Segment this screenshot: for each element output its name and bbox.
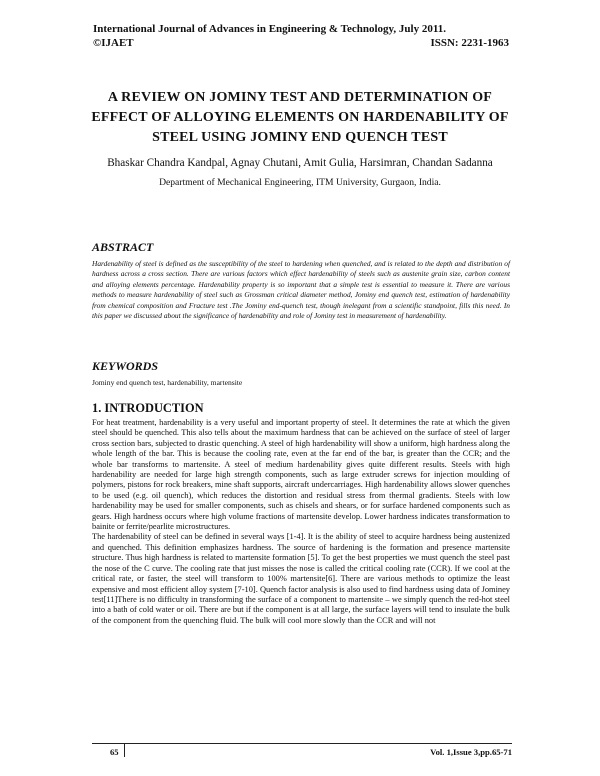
footer-divider [124,743,125,757]
introduction-body [92,418,510,626]
header-row [93,36,509,50]
issn: ISSN: 2231-1963 [430,37,509,49]
paragraph: For heat treatment, hardenability is a very useful and important property of steel. It determines the rate at which the given steel should be quenched. This also tells about the maximum hardness that can be achieved on the surface of steel of larger cross section bars, subjected to drastic quenching. A steel of high hardenability will show a uniform, high hardness along the whole length of the bar. This is because the cooling rate, even at the far end of the bar, is greater than the CCR; and the whole bar transforms to martensite. A steel of medium hardenability gives quite different results. Steels with high hardenability are needed for large high strength components, such as large extruder screws for injection moulding of polymers, pistons for rock breakers, mine shaft supports, aircraft undercarriages. High hardenability allows slower quenches to be used (e.g. oil quench), which reduces the distortion and residual stress from thermal gradients. Steels with low hardenability may be used for smaller components, such as chisels and shears, or for surface hardened components such as gears. High hardness occurs where high volume fractions of martensite develop. Lower hardness indicates transformation to bainite or ferrite/pearlite microstructures. [92,418,510,532]
page-number: 65 [110,747,119,757]
paragraph: The hardenability of steel can be defined in several ways [1-4]. It is the ability of steel to acquire hardness being austenized and quenched. This definition emphasizes hardness. The source of hardening is the formation and presence martensite structure. Thus high hardness is related to martensite formation [5]. To get the best properties we must quench the steel past the nose of the C curve. The cooling rate that just misses the nose is called the critical cooling rate (CCR). If we cool at the critical rate, or faster, the steel will transform to 100% martensite[6]. There are various methods to optimize the least expensive and most efficient alloy system [7-10]. Quench factor analysis is also used to find hardness using data of Jominey test[11]There is no difficulty in transforming the surface of a component to martensite – we simply quench the red-hot steel into a bath of cold water or oil. There are but if the component is at all large, the surface layers will tend to insulate the bulk of the component from the quenching fluid. The bulk will cool more slowly than the CCR and will not [92,532,510,625]
paper-title: A REVIEW ON JOMINY TEST AND DETERMINATION OF EFFECT OF ALLOYING ELEMENTS ON HARDENABILITY OF STEEL USING JOMINY END QUENCH TEST [91,90,509,145]
volume-info: Vol. 1,Issue 3,pp.65-71 [430,747,512,757]
keywords-heading: KEYWORDS [92,359,159,373]
footer-rule [92,743,512,744]
authors: Bhaskar Chandra Kandpal, Agnay Chutani, Amit Gulia, Harsimran, Chandan Sadanna [107,157,493,169]
journal-header [93,22,509,50]
copyright: ©IJAET [93,37,134,49]
keywords-text: Jominy end quench test, hardenability, martensite [92,378,243,387]
abstract-heading: ABSTRACT [92,240,154,254]
abstract-text: Hardenability of steel is defined as the susceptibility of the steel to hardening when quenched, and is related to the depth and distribution of hardness across a cross section. There are various factors which effect hardenability of steels such as austenite grain size, carbon content and alloying elements percentage. Hardenability property is so important that a simple test is essential to measure it. There are various methods to measure hardenability of steel such as Grossman critical diameter method, Jominy end quench test, estimation of hardenability from chemical composition and Fracture test .The Jominy end-quench test, though inelegant from a scientific standpoint, fills this need. In this paper we discussed about the significance of hardenability and role of Jominy test in measurement of hardenability. [92,259,510,321]
introduction-heading: 1. INTRODUCTION [92,401,204,415]
journal-name: International Journal of Advances in Engineering & Technology, July 2011. [93,23,446,35]
affiliation: Department of Mechanical Engineering, ITM University, Gurgaon, India. [159,177,441,188]
